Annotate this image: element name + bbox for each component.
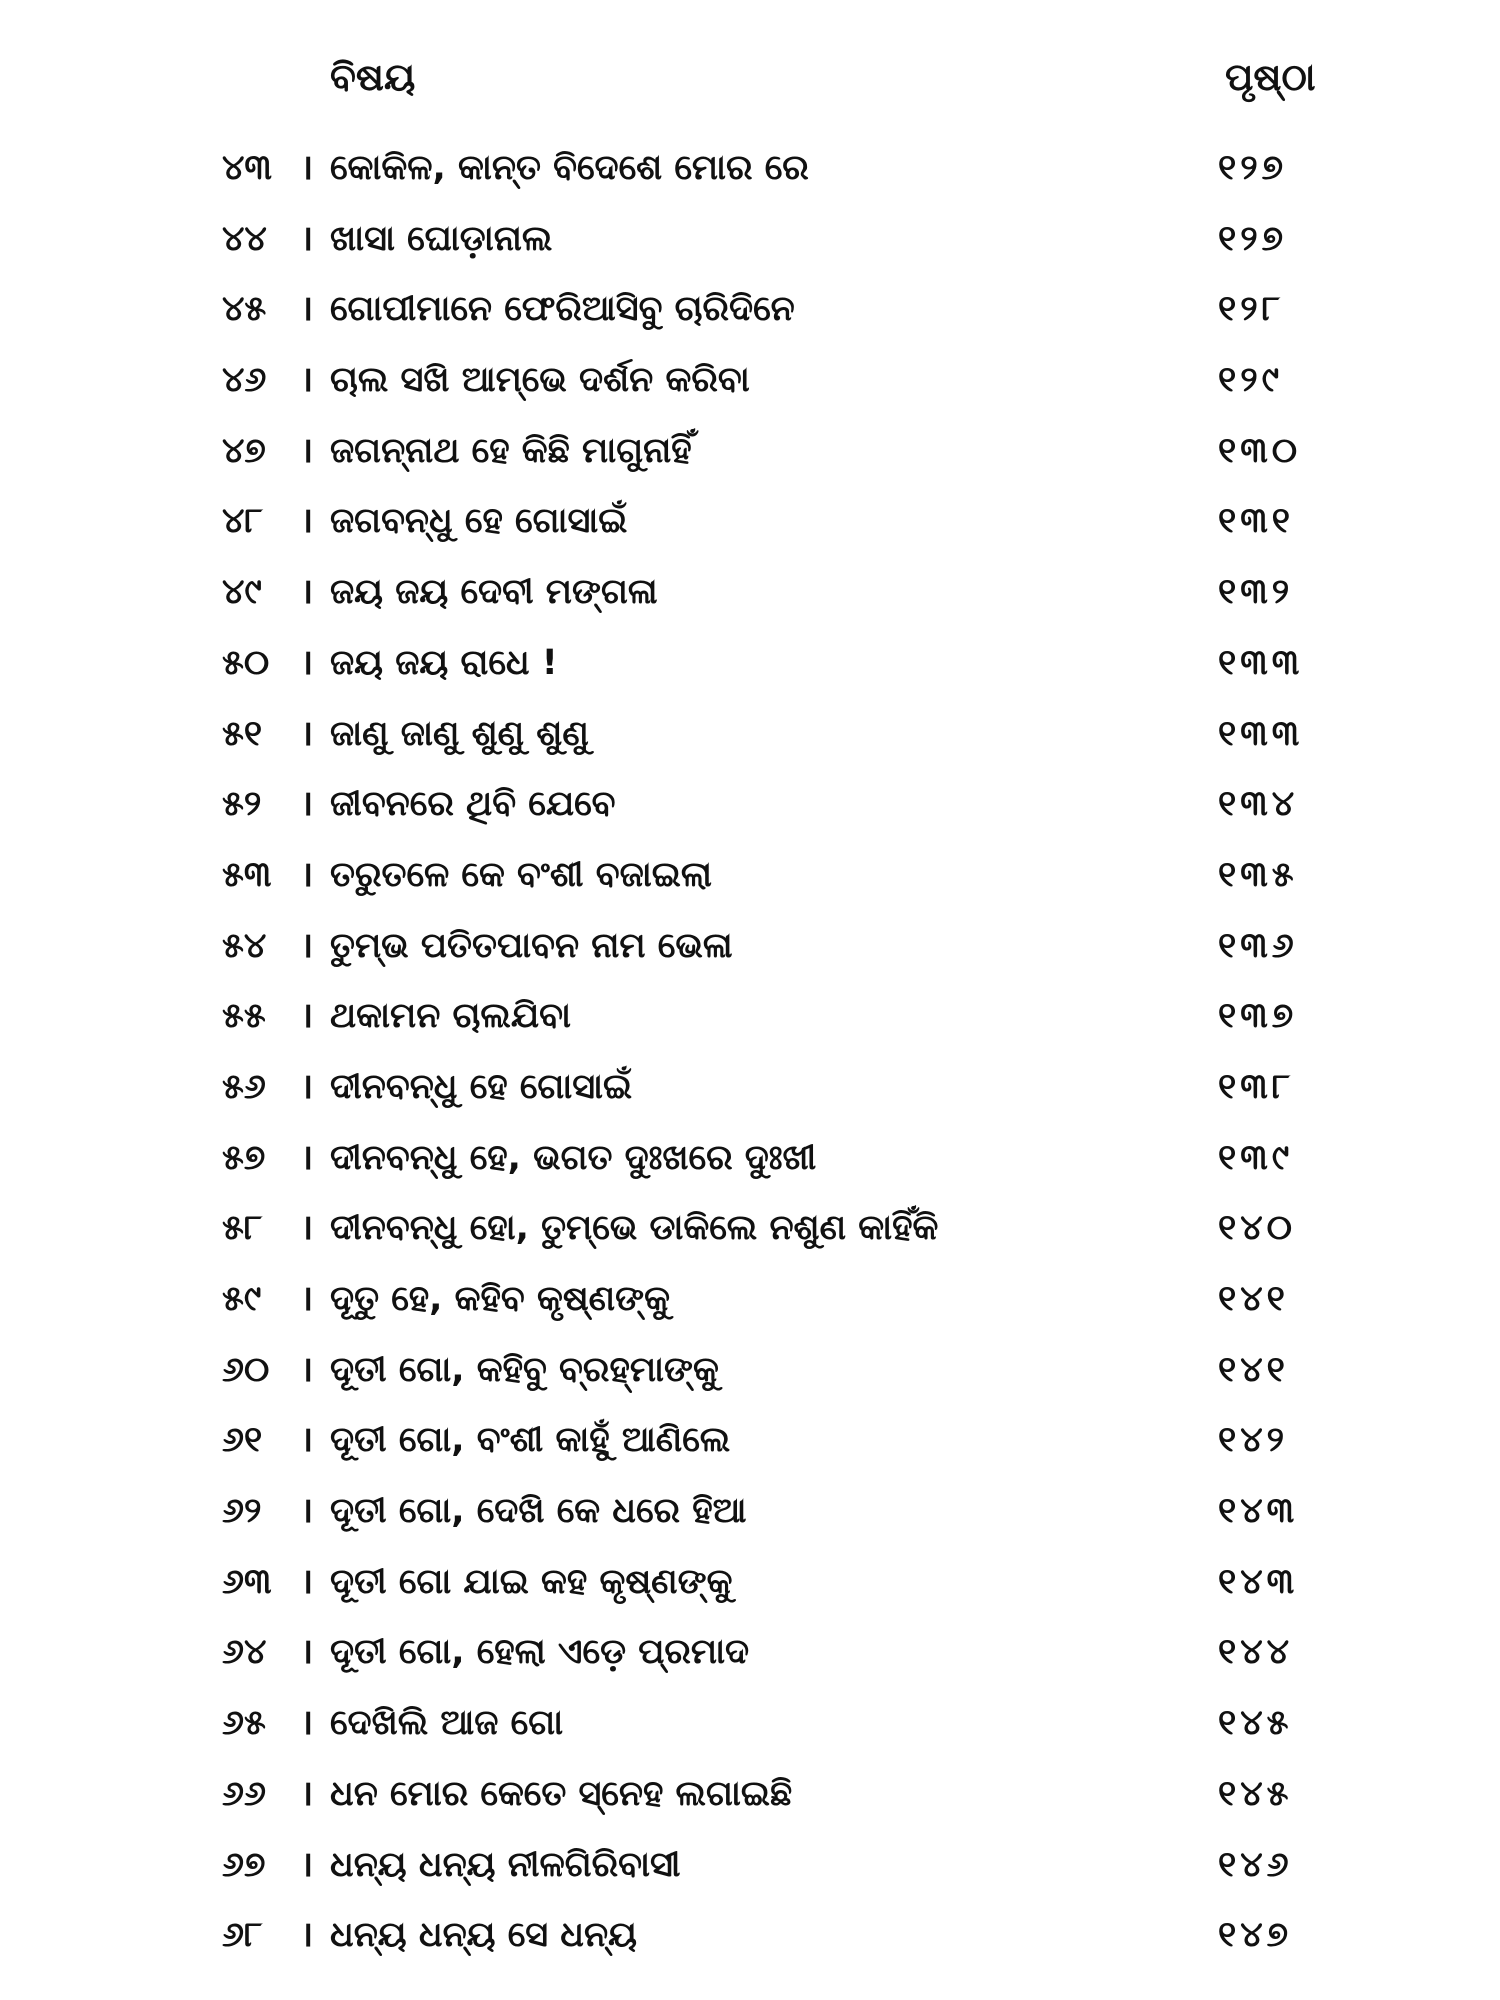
entry-page-number: ୧୩୫ [1218,854,1298,895]
entry-number: ୬୩ [222,1561,272,1602]
entry-title: ଜଗନ୍ନାଥ ହେ କିଛି ମାଗୁନାହିଁ [330,430,692,471]
entry-page-number: ୧୩୨ [1218,572,1294,613]
entry-separator: । [300,360,314,401]
entry-page-number: ୧୩୬ [1218,925,1298,966]
entry-title: ତରୁତଳେ କେ ବଂଶୀ ବଜାଇଲା [330,854,712,895]
entry-page-number: ୧୪୦ [1218,1208,1297,1249]
entry-number: ୬୧ [222,1420,263,1461]
entry-number: ୪୯ [222,572,262,613]
entry-page-number: ୧୩୧ [1218,501,1294,542]
subject-column-heading: ବିଷୟ [330,55,416,99]
entry-separator: । [300,1420,314,1461]
contents-entry [0,1193,1500,1264]
entry-number: ୪୮ [222,501,263,542]
contents-entry [0,1759,1500,1830]
contents-entry [0,274,1500,345]
entry-number: ୬୨ [222,1491,262,1532]
entry-page-number: ୧୪୨ [1218,1420,1289,1461]
entry-number: ୪୫ [222,289,267,330]
entry-page-number: ୧୩୪ [1218,784,1299,825]
entry-title: ଜଗବନ୍ଧୁ ହେ ଗୋସାଇଁ [330,501,628,542]
entry-number: ୬୭ [222,1844,266,1885]
entry-separator: । [300,1561,314,1602]
entry-number: ୫୭ [222,1137,266,1178]
entry-title: ଦୀନବନ୍ଧୁ ହେ ଗୋସାଇଁ [330,1066,633,1107]
entry-title: ଦୂତୀ ଗୋ, ବଂଶୀ କାହୁଁ ଆଣିଲେ [330,1420,731,1461]
entry-number: ୬୬ [222,1773,266,1814]
entry-number: ୬୪ [222,1632,267,1673]
entry-title: ଜାଣୁ ଜାଣୁ ଶୁଣୁ ଶୁଣୁ [330,713,589,754]
entry-number: ୫୪ [222,925,267,966]
entry-number: ୪୭ [222,430,266,471]
contents-entry [0,1547,1500,1618]
entry-page-number: ୧୩୩ [1218,713,1304,754]
entry-page-number: ୧୨୭ [1218,218,1288,259]
entry-title: ଜୀବନରେ ଥିବି ଯେବେ [330,784,616,825]
entry-title: ତୁମ୍ଭ ପତିତପାବନ ନାମ ଭେଳା [330,925,733,966]
entry-number: ୫୫ [222,996,266,1037]
entry-separator: । [300,148,314,188]
entry-separator: । [300,1349,314,1390]
entry-separator: । [300,642,314,683]
contents-entry [0,133,1500,204]
entry-page-number: ୧୪୧ [1218,1279,1289,1319]
entry-separator: । [300,1208,314,1249]
entry-separator: । [300,572,314,613]
contents-list [0,133,1500,1971]
contents-entry [0,1335,1500,1406]
contents-entry [0,1900,1500,1971]
entry-separator: । [300,1137,314,1178]
contents-header [0,45,1500,115]
entry-page-number: ୧୪୩ [1218,1491,1299,1532]
entry-title: ଧନ୍ୟ ଧନ୍ୟ ସେ ଧନ୍ୟ [330,1915,637,1956]
entry-number: ୬୮ [222,1915,263,1956]
entry-separator: । [300,501,314,542]
entry-page-number: ୧୩୦ [1218,430,1302,471]
entry-title: ଗୋପୀମାନେ ଫେରିଆସିବୁ ଚାରିଦିନେ [330,289,795,330]
contents-entry [0,981,1500,1052]
entry-page-number: ୧୩୯ [1218,1137,1294,1178]
contents-entry [0,1476,1500,1547]
entry-separator: । [300,1915,314,1956]
entry-separator: । [300,1491,314,1532]
entry-title: ଦୀନବନ୍ଧୁ ହେ, ଭଗତ ଦୁଃଖରେ ଦୁଃଖୀ [330,1137,817,1178]
contents-entry [0,1688,1500,1759]
contents-entry [0,1264,1500,1335]
entry-number: ୫୧ [222,713,263,754]
entry-separator: । [300,1632,314,1673]
entry-title: ଚାଲ ସଖି ଆମ୍ଭେ ଦର୍ଶନ କରିବା [330,360,750,401]
entry-separator: । [300,784,314,825]
entry-separator: । [300,1773,314,1814]
entry-separator: । [300,1066,314,1107]
contents-entry [0,204,1500,275]
contents-entry [0,557,1500,628]
contents-entry [0,1830,1500,1901]
entry-title: ଖାସା ଘୋଡ଼ାନାଲ [330,218,553,259]
entry-number: ୪୪ [222,218,267,259]
entry-number: ୬୦ [222,1349,270,1390]
entry-number: ୪୬ [222,360,267,401]
entry-page-number: ୧୨୭ [1218,148,1288,188]
entry-title: ଧନ୍ୟ ଧନ୍ୟ ନୀଳଗିରିବାସୀ [330,1844,681,1885]
entry-separator: । [300,430,314,471]
contents-entry [0,416,1500,487]
entry-number: ୫୨ [222,784,262,825]
contents-entry [0,840,1500,911]
entry-title: ଜୟ ଜୟ ଦେବୀ ମଙ୍ଗଳା [330,572,658,613]
entry-separator: । [300,1279,314,1319]
entry-page-number: ୧୩୩ [1218,642,1304,683]
entry-separator: । [300,996,314,1037]
entry-title: ଥକାମନ ଚାଲଯିବା [330,996,571,1037]
entry-separator: । [300,925,314,966]
entry-page-number: ୧୪୫ [1218,1773,1293,1814]
entry-page-number: ୧୩୮ [1218,1066,1295,1107]
contents-entry [0,699,1500,770]
entry-page-number: ୧୪୬ [1218,1844,1293,1885]
contents-entry [0,1405,1500,1476]
entry-page-number: ୧୪୩ [1218,1561,1299,1602]
entry-title: ଜୟ ଜୟ ରାଧେ ! [330,642,558,683]
entry-number: ୬୫ [222,1703,266,1744]
contents-entry [0,1617,1500,1688]
entry-page-number: ୧୨୯ [1218,360,1284,401]
contents-entry [0,1052,1500,1123]
entry-number: ୫୦ [222,642,270,683]
entry-page-number: ୧୪୧ [1218,1349,1289,1390]
contents-entry [0,486,1500,557]
entry-number: ୪୩ [222,148,272,188]
entry-title: ଦୀନବନ୍ଧୁ ହୋ, ତୁମ୍ଭେ ଡାକିଲେ ନଶୁଣ କାହିଁକି [330,1208,939,1249]
entry-number: ୫୮ [222,1208,263,1249]
entry-separator: । [300,854,314,895]
entry-separator: । [300,1703,314,1744]
entry-title: ଦୂତୀ ଗୋ, ହେଲା ଏଡ଼େ ପ୍ରମାଦ [330,1632,750,1673]
entry-title: ଦୂତୁ ହେ, କହିବ କୃଷ୍ଣଙ୍କୁ [330,1279,670,1319]
entry-page-number: ୧୨୮ [1218,289,1284,330]
entry-separator: । [300,289,314,330]
entry-title: ଦୂତୀ ଗୋ ଯାଇ କହ କୃଷ୍ଣଙ୍କୁ [330,1561,733,1602]
contents-entry [0,769,1500,840]
entry-page-number: ୧୪୭ [1218,1915,1293,1956]
page-column-heading: ପୃଷ୍ଠା [1225,55,1316,99]
contents-entry [0,345,1500,416]
entry-title: ଧନ ମୋର କେତେ ସ୍ନେହ ଲଗାଇଛି [330,1773,793,1814]
entry-title: ଦୂତୀ ଗୋ, ଦେଖି କେ ଧରେ ହିଆ [330,1491,747,1532]
entry-separator: । [300,713,314,754]
contents-entry [0,1123,1500,1194]
entry-number: ୫୬ [222,1066,266,1107]
contents-entry [0,628,1500,699]
contents-entry [0,911,1500,982]
entry-title: ଦୂତୀ ଗୋ, କହିବୁ ବ୍ରହ୍ମାଙ୍କୁ [330,1349,719,1390]
entry-title: କୋକିଳ, କାନ୍ତ ବିଦେଶେ ମୋର ରେ [330,148,809,188]
entry-separator: । [300,218,314,259]
entry-page-number: ୧୪୪ [1218,1632,1294,1673]
entry-title: ଦେଖିଲି ଆଜ ଗୋ [330,1703,564,1744]
entry-separator: । [300,1844,314,1885]
entry-page-number: ୧୪୫ [1218,1703,1293,1744]
entry-number: ୫୩ [222,854,272,895]
entry-number: ୫୯ [222,1279,262,1319]
entry-page-number: ୧୩୭ [1218,996,1298,1037]
